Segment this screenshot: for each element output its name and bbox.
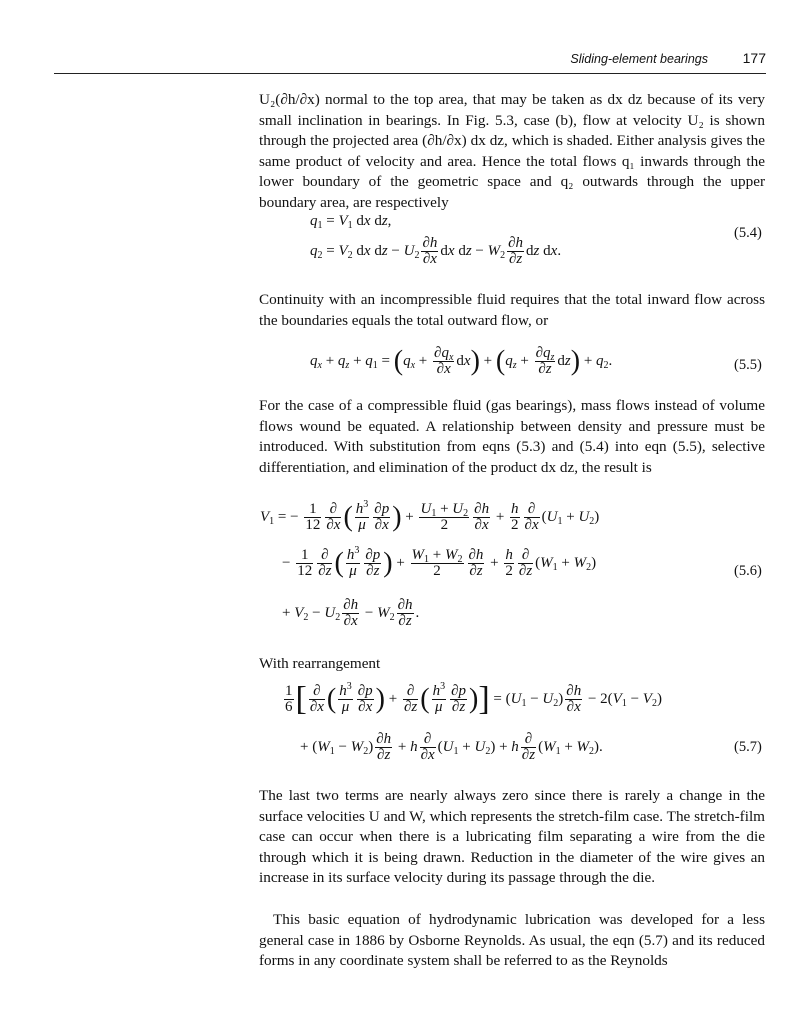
paragraph-4: With rearrangement xyxy=(259,655,381,672)
paragraph-3: For the case of a compressible fluid (gas bearings), mass flows instead of volume flows wound be equated. A relationship between density and pressure must be introduced. With substitution from eqns (5.3) and (5.4) into eqn (5.5), selective differentiation, and elimination of the product dx dz, the result is xyxy=(259,397,765,476)
paragraph-6: This basic equation of hydrodynamic lubrication was developed for a less general case in 1886 by Osborne Reynolds. As usual, the eqn (5.7) and its reduced forms in any coordinate system shall be referred to as the Reynolds xyxy=(259,911,765,970)
equation-5-6: $V_1$ = − $\frac{1}{12}$ $\frac{\partial}{\partial x}$ ( $\frac{h^3}{\mu}$ $\frac{\partial p}{\partial x}$ ) + $\frac{U_1 + U_2}{2}$ $\frac{\partial h}{\partial x}$ + $\frac{h}{2}$ $\frac{\partial}{\partial x}$ $(U_1 + U_2)$ − $\frac{1}{12}$ $\frac{\partial}{\partial z}$ ( $\frac{h^3}{\mu}$ $\frac{\partial p}{\partial z}$ ) + $\frac{W_1 + W_2}{2}$ $\frac{\partial h}{\partial z}$ + $\frac{h}{2}$ $\frac{\partial}{\partial z}$ $(W_1 + W_2)$ + $V_2 - U_2$ $\frac{\partial h}{\partial x}$ − $W_2$ $\frac{\partial h}{\partial z}$ . (5.6) xyxy=(260,499,762,629)
paragraph-2: Continuity with an incompressible fluid requires that the total inward flow across the boundaries equals the total outward flow, or xyxy=(259,291,765,329)
equation-number: (5.5) xyxy=(734,357,762,373)
header-rule xyxy=(54,73,766,74)
paragraph-1: U₂(∂h/∂x) normal to the top area, that may be taken as dx dz because of its very small inclination in bearings. In Fig. 5.3, case (b), flow at velocity U₂ is shown through the projected area (∂h/∂x) dx dz, which is shaded. Either analysis gives the same product of velocity and area. Hence the total flows q₁ inwards through the lower boundary of the geometric space and q₂ outwards through the upper boundary area, are respectively xyxy=(259,91,765,211)
equation-number: (5.6) xyxy=(734,563,762,579)
equation-5-4: $q_1 = V_1$ dx dz, $q_2 = V_2$ dx dz − $U_2$ $\frac{\partial h}{\partial x}$ dx dz − $W_2$ $\frac{\partial h}{\partial z}$ dz dx. (5.4) xyxy=(310,213,762,267)
equation-number: (5.4) xyxy=(734,225,762,241)
running-header xyxy=(54,52,766,76)
equation-number: (5.7) xyxy=(734,739,762,755)
page-number: 177 xyxy=(742,50,766,66)
running-title: Sliding-element bearings xyxy=(570,52,708,66)
paragraph-5: The last two terms are nearly always zero since there is rarely a change in the surface velocities U and W, which represents the stretch-film case. The stretch-film case can occur when there is a lubricating film separating a wire from the die through which it is being drawn. Reduction in the diameter of the wire gives an increase in its surface velocity during its passage through the die. xyxy=(259,787,765,887)
equation-5-7: $\frac{1}{6}$ [ $\frac{\partial}{\partial x}$ ( $\frac{h^3}{\mu}$ $\frac{\partial p}{\partial x}$ ) + $\frac{\partial}{\partial z}$ ( $\frac{h^3}{\mu}$ $\frac{\partial p}{\partial z}$ )] = $(U_1 - U_2)$ $\frac{\partial h}{\partial x}$ − $2(V_1 - V_2)$ + $(W_1 - W_2)$ $\frac{\partial h}{\partial z}$ + h $\frac{\partial}{\partial x}$ $(U_1 + U_2) + h$ $\frac{\partial}{\partial z}$ $(W_1 + W_2)$. (5.7) xyxy=(285,680,762,763)
equation-5-5: $q_x + q_z + q_1 = (q_x$ + $\frac{\partial q_x}{\partial x}$ $dx) + (q_z$ + $\frac{\partial q_z}{\partial z}$ $dz) + q_2$. (5.5) xyxy=(310,345,762,377)
